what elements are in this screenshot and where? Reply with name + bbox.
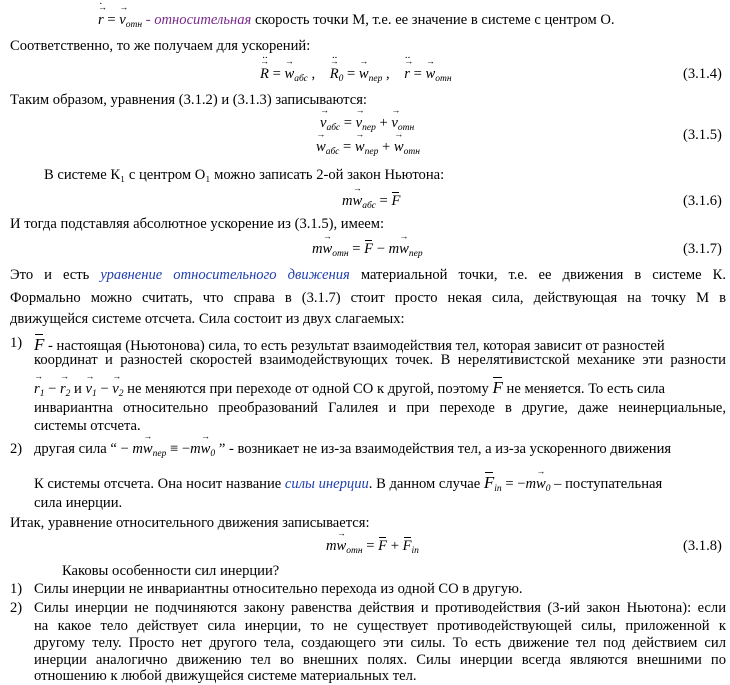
text-line: В системе К₁ с центром О₁ можно записать 2-ой закон Ньютона: — [44, 167, 445, 183]
paragraph-line: координат и разностей скоростей взаимодействующих точек. В нерелятивистской механике эти разности — [34, 352, 726, 368]
paragraph-line: отношению к любой движущейся системе материальных тел. — [34, 668, 417, 684]
paragraph-line: К системы отсчета. Она носит название силы инерции. В данном случае $F_{in} = -m\to w_0$ – поступательная — [34, 473, 662, 495]
paragraph-line: → $r_1$ − → $r_2$ $и \to v_1$ − → $v_2$ не меняются при переходе от одной СО к другой, поэтому F не меняется. То есть сила — [34, 378, 726, 400]
paragraph-line: системы отсчета. — [34, 418, 141, 434]
text-line: Итак, уравнение относительного движения записывается: — [10, 515, 370, 531]
paragraph-line: инерции аналогично движению тел во внешних полях. Силы инерции всегда являются внешними по — [34, 652, 726, 668]
text-line: И тогда подставляя абсолютное ускорение из (3.1.5), имеем: — [10, 216, 385, 232]
eq-number: (3.1.5) — [683, 127, 722, 143]
text-line: Каковы особенности сил инерции? — [62, 563, 280, 579]
equation-3-1-7: $m\to w_{отн} = F - m\to w_{пер}$ — [312, 241, 423, 260]
paragraph-line: Формально можно считать, что справа в (3.1.7) стоит просто некая сила, действующая на точку М в — [10, 290, 726, 306]
paragraph-line: другому телу. Просто нет другого тела, создающего эти силы. То есть движение тел под действием сил — [34, 635, 726, 651]
text-line: Соответственно, то же получаем для ускорений: — [10, 38, 311, 54]
paragraph-line: Это и есть уравнение относительного движения материальной точки, т.е. ее движения в системе К. — [10, 267, 726, 283]
text-line: Таким образом, уравнения (3.1.2) и (3.1.3) записываются: — [10, 92, 367, 108]
equation-3-1-5a: → $v_{абс}$ = → $v_{пер}$ + → $v_{отн}$ — [320, 115, 414, 134]
paragraph-line: инвариантна относительно преобразований Галилея и при переходе в другие, даже неинерциальные, — [34, 400, 726, 416]
list-number: 2) — [10, 441, 23, 457]
paragraph-line: сила инерции. — [34, 495, 123, 511]
eq-number: (3.1.4) — [683, 66, 722, 82]
eq-number: (3.1.6) — [683, 193, 722, 209]
list-number: 2) — [10, 600, 23, 616]
list-item-1: F - настоящая (Ньютонова) сила, то есть результат взаимодействия тел, которая зависит от разностей — [34, 335, 665, 354]
eq-number: (3.1.8) — [683, 538, 722, 554]
paragraph-line: на какое тело действует сила инерции, то не существует противодействующей силы, приложенной к — [34, 618, 726, 634]
equation-3-1-6: $m\to w_{абс} = F$ — [342, 193, 400, 212]
term-relative: - относительная — [145, 12, 252, 28]
equation-3-1-8: $m\to w_{отн} = F + F_{in}$ — [326, 538, 419, 557]
term-relative-motion: уравнение относительного движения — [100, 267, 350, 283]
list-item: Силы инерции не инвариантны относительно перехода из одной СО в другую. — [34, 581, 523, 597]
equation-3-1-5b: → $w_{абс}$ = → $w_{пер}$ + → $w_{отн}$ — [316, 139, 420, 158]
equation-3-1-4: → R ·· = → $w_{абс}$ , → $R \cdot\cdot_0$ = → $w_{пер}$ , → r ·· = → $w_{отн}$ — [260, 66, 452, 85]
eq-number: (3.1.7) — [683, 241, 722, 257]
list-number: 1) — [10, 581, 23, 597]
list-item-2: другая сила “ − $m\to w_{пер} \equiv -m\to w_0$ ” - возникает не из-за взаимодействия тел, а из-за ускоренного движения — [34, 441, 671, 460]
list-item: Силы инерции не подчиняются закону равенства действия и противодействия (3-ий закон Ньютона): если — [34, 600, 726, 616]
term-inertial-forces: силы инерции — [284, 476, 369, 492]
paragraph-line: движущейся системе отсчета. Сила состоит из двух слагаемых: — [10, 311, 405, 327]
list-number: 1) — [10, 335, 23, 351]
relative-velocity-line: → r · = → $v_{отн}$ - относительная скорость точки М, т.е. ее значение в системе с центром О. — [98, 12, 615, 31]
